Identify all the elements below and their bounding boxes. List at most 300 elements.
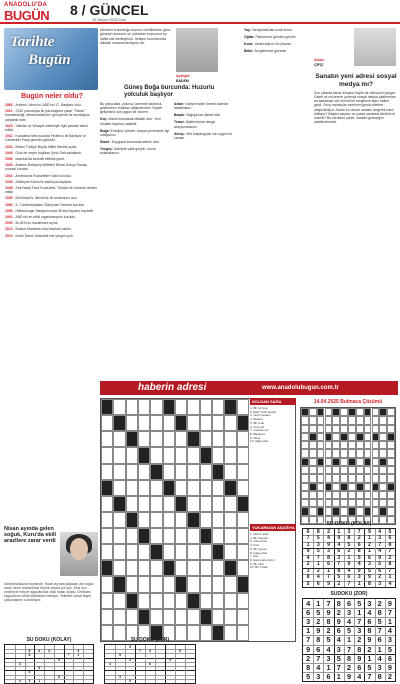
sudoku-cell[interactable]: 2: [326, 626, 331, 636]
crossword-cell[interactable]: [113, 560, 125, 576]
sudoku-cell[interactable]: 4: [367, 608, 372, 618]
crossword-cell[interactable]: [364, 425, 372, 433]
crossword-cell[interactable]: [340, 408, 348, 416]
crossword-cell[interactable]: [387, 458, 395, 466]
crossword-cell[interactable]: [126, 447, 138, 463]
crossword-cell[interactable]: [325, 466, 333, 474]
sudoku-cell[interactable]: 4: [357, 561, 361, 568]
crossword-cell[interactable]: [387, 408, 395, 416]
crossword-cell[interactable]: [372, 416, 380, 424]
crossword-cell[interactable]: [309, 499, 317, 507]
sudoku-cell[interactable]: 5: [129, 678, 131, 683]
sudoku-cell[interactable]: 4: [336, 635, 341, 645]
crossword-cell[interactable]: [325, 458, 333, 466]
crossword-cell[interactable]: [212, 447, 224, 463]
sudoku-cell[interactable]: 6: [306, 529, 310, 535]
crossword-cell[interactable]: [340, 466, 348, 474]
crossword-cell[interactable]: [200, 464, 212, 480]
crossword-cell[interactable]: [126, 560, 138, 576]
crossword-cell[interactable]: [237, 399, 249, 415]
sudoku-cell[interactable]: 2: [129, 657, 131, 662]
sudoku-cell[interactable]: 1: [368, 548, 371, 555]
crossword-cell[interactable]: [332, 499, 340, 507]
crossword-cell[interactable]: [163, 528, 175, 544]
crossword-cell[interactable]: [372, 408, 380, 416]
sudoku-cell[interactable]: 3: [337, 554, 341, 561]
crossword-cell[interactable]: [325, 507, 333, 515]
crossword-cell[interactable]: [387, 491, 395, 499]
crossword-cell[interactable]: [101, 464, 113, 480]
crossword-cell[interactable]: [325, 491, 333, 499]
crossword-cell[interactable]: [113, 544, 125, 560]
sudoku-cell[interactable]: 3: [48, 649, 50, 654]
crossword-cell[interactable]: [113, 447, 125, 463]
sudoku-cell[interactable]: 6: [28, 649, 31, 654]
crossword-cell[interactable]: [309, 425, 317, 433]
sudoku-cell[interactable]: 1: [357, 608, 362, 618]
sudoku-cell[interactable]: 7: [388, 548, 392, 555]
crossword-cell[interactable]: [379, 466, 387, 474]
sudoku-cell[interactable]: 1: [346, 635, 351, 645]
crossword-cell[interactable]: [237, 431, 249, 447]
crossword-cell[interactable]: [332, 433, 340, 441]
crossword-cell[interactable]: [175, 480, 187, 496]
sudoku-cell[interactable]: 3: [357, 574, 361, 581]
sudoku-cell[interactable]: 8: [306, 574, 310, 581]
sudoku-cell[interactable]: 7: [367, 671, 372, 681]
sudoku-cell[interactable]: 5: [367, 662, 372, 672]
crossword-cell[interactable]: [200, 415, 212, 431]
sudoku-cell[interactable]: 7: [357, 617, 362, 627]
crossword-cell[interactable]: [237, 480, 249, 496]
sudoku-cell[interactable]: 4: [378, 529, 382, 535]
sudoku-cell[interactable]: 9: [357, 567, 361, 574]
sudoku-cell[interactable]: 8: [28, 653, 31, 658]
crossword-cell[interactable]: [150, 609, 162, 625]
crossword-cell[interactable]: [187, 609, 199, 625]
crossword-cell[interactable]: [126, 576, 138, 592]
crossword-cell[interactable]: [309, 491, 317, 499]
crossword-cell[interactable]: [212, 609, 224, 625]
crossword-cell[interactable]: [309, 466, 317, 474]
sudoku-cell[interactable]: 7: [378, 541, 382, 548]
sudoku-cell[interactable]: 7: [336, 662, 341, 672]
crossword-cell[interactable]: [113, 528, 125, 544]
sudoku-cell[interactable]: 1: [357, 580, 361, 587]
sudoku-cell[interactable]: 2: [306, 561, 310, 568]
sudoku-cell[interactable]: 7: [337, 561, 341, 568]
sudoku-cell[interactable]: 9: [368, 574, 371, 581]
crossword-cell[interactable]: [126, 609, 138, 625]
sudoku-cell[interactable]: 5: [378, 561, 382, 568]
sudoku-cell[interactable]: 4: [306, 599, 311, 608]
sudoku-cell[interactable]: 6: [357, 541, 361, 548]
crossword-cell[interactable]: [364, 466, 372, 474]
sudoku-cell[interactable]: 5: [347, 541, 351, 548]
sudoku-cell[interactable]: 9: [346, 671, 351, 681]
sudoku-cell[interactable]: 5: [337, 574, 341, 581]
crossword-cell[interactable]: [224, 576, 236, 592]
crossword-cell[interactable]: [224, 609, 236, 625]
crossword-cell[interactable]: [175, 560, 187, 576]
crossword-cell[interactable]: [163, 415, 175, 431]
sudoku-cell[interactable]: 8: [306, 662, 311, 672]
crossword-cell[interactable]: [187, 464, 199, 480]
sudoku-cell[interactable]: 8: [368, 580, 371, 587]
crossword-cell[interactable]: [372, 441, 380, 449]
crossword-cell[interactable]: [372, 491, 380, 499]
sudoku-cell[interactable]: [83, 679, 93, 683]
crossword-cell[interactable]: [340, 441, 348, 449]
sudoku-cell[interactable]: 9: [306, 644, 311, 654]
crossword-cell[interactable]: [309, 507, 317, 515]
sudoku-cell[interactable]: 3: [367, 599, 372, 608]
crossword-cell[interactable]: [187, 399, 199, 415]
sudoku-cell[interactable]: 5: [316, 548, 320, 555]
crossword-cell[interactable]: [237, 447, 249, 463]
crossword-cell[interactable]: [237, 593, 249, 609]
crossword-cell[interactable]: [113, 399, 125, 415]
crossword-cell[interactable]: [340, 474, 348, 482]
sudoku-cell[interactable]: 2: [347, 548, 351, 555]
crossword-cell[interactable]: [101, 415, 113, 431]
sudoku-cell[interactable]: 3: [377, 662, 382, 672]
crossword-cell[interactable]: [325, 408, 333, 416]
sudoku-cell[interactable]: 2: [336, 608, 341, 618]
sudoku-cell[interactable]: [64, 679, 74, 683]
crossword-cell[interactable]: [224, 464, 236, 480]
sudoku-cell[interactable]: 4: [387, 626, 392, 636]
sudoku-cell[interactable]: 4: [326, 644, 331, 654]
sudoku-cell[interactable]: 7: [387, 608, 392, 618]
sudoku-cell[interactable]: 8: [316, 635, 321, 645]
sudoku-cell[interactable]: 7: [346, 644, 351, 654]
sudoku-cell[interactable]: 4: [316, 574, 320, 581]
crossword-cell[interactable]: [163, 593, 175, 609]
crossword-cell[interactable]: [200, 512, 212, 528]
crossword-cell[interactable]: [138, 480, 150, 496]
sudoku-cell[interactable]: 5: [388, 529, 392, 535]
sudoku-cell[interactable]: 5: [346, 626, 351, 636]
sudoku-cell[interactable]: 4: [347, 567, 351, 574]
sudoku-cell[interactable]: 8: [179, 649, 181, 654]
crossword-cell[interactable]: [301, 449, 309, 457]
sudoku-cell[interactable]: 9: [378, 554, 382, 561]
crossword-cell[interactable]: [332, 449, 340, 457]
crossword-cell[interactable]: [379, 433, 387, 441]
sudoku-cell[interactable]: 3: [306, 617, 311, 627]
crossword-cell[interactable]: [237, 544, 249, 560]
crossword-cell[interactable]: [317, 416, 325, 424]
sudoku-cell[interactable]: 6: [346, 599, 351, 608]
crossword-cell[interactable]: [224, 625, 236, 641]
crossword-cell[interactable]: [200, 593, 212, 609]
crossword-cell[interactable]: [200, 576, 212, 592]
sudoku-cell[interactable]: 3: [306, 567, 310, 574]
sudoku-cell[interactable]: 1: [306, 541, 310, 548]
crossword-cell[interactable]: [101, 528, 113, 544]
crossword-cell[interactable]: [317, 449, 325, 457]
crossword-cell[interactable]: [187, 576, 199, 592]
sudoku-cell[interactable]: 2: [387, 671, 392, 681]
crossword-cell[interactable]: [379, 483, 387, 491]
crossword-cell[interactable]: [200, 560, 212, 576]
sudoku-cell[interactable]: 8: [377, 671, 382, 681]
sudoku-cell[interactable]: 4: [388, 580, 392, 587]
crossword-cell[interactable]: [212, 528, 224, 544]
sudoku-cell[interactable]: 9: [326, 608, 331, 618]
crossword-cell[interactable]: [317, 483, 325, 491]
sudoku-cell[interactable]: 4: [316, 662, 321, 672]
crossword-cell[interactable]: [150, 496, 162, 512]
crossword-cell[interactable]: [163, 447, 175, 463]
crossword-cell[interactable]: [348, 433, 356, 441]
crossword-cell[interactable]: [212, 480, 224, 496]
crossword-cell[interactable]: [356, 449, 364, 457]
crossword-cell[interactable]: [113, 512, 125, 528]
sudoku-cell[interactable]: 7: [316, 653, 321, 663]
crossword-cell[interactable]: [138, 399, 150, 415]
crossword-cell[interactable]: [317, 466, 325, 474]
crossword-cell[interactable]: [317, 474, 325, 482]
crossword-cell[interactable]: [348, 499, 356, 507]
sudoku-cell[interactable]: 5: [28, 670, 31, 675]
sudoku-cell[interactable]: 4: [378, 548, 382, 555]
crossword-cell[interactable]: [348, 483, 356, 491]
sudoku-cell[interactable]: 5: [119, 653, 121, 658]
crossword-cell[interactable]: [200, 480, 212, 496]
crossword-cell[interactable]: [150, 399, 162, 415]
sudoku-cell[interactable]: [145, 679, 155, 683]
crossword-cell[interactable]: [175, 593, 187, 609]
crossword-cell[interactable]: [126, 464, 138, 480]
crossword-cell[interactable]: [101, 544, 113, 560]
sudoku-cell[interactable]: 8: [377, 608, 382, 618]
crossword-cell[interactable]: [138, 496, 150, 512]
crossword-cell[interactable]: [332, 474, 340, 482]
sudoku-cell[interactable]: 1: [377, 644, 382, 654]
crossword-cell[interactable]: [212, 431, 224, 447]
crossword-cell[interactable]: [101, 447, 113, 463]
sudoku-cell[interactable]: 9: [306, 548, 310, 555]
crossword-cell[interactable]: [356, 458, 364, 466]
crossword-cell[interactable]: [138, 576, 150, 592]
crossword-cell[interactable]: [387, 474, 395, 482]
crossword-cell[interactable]: [379, 499, 387, 507]
sudoku-cell[interactable]: 7: [327, 574, 330, 581]
crossword-cell[interactable]: [325, 449, 333, 457]
crossword-cell[interactable]: [138, 512, 150, 528]
sudoku-cell[interactable]: 6: [367, 617, 372, 627]
crossword-cell[interactable]: [309, 441, 317, 449]
crossword-cell[interactable]: [138, 593, 150, 609]
sudoku-cell[interactable]: 5: [77, 649, 80, 654]
sudoku-cell[interactable]: 9: [129, 645, 131, 649]
crossword-cell[interactable]: [200, 399, 212, 415]
crossword-cell[interactable]: [364, 474, 372, 482]
crossword-cell[interactable]: [356, 416, 364, 424]
crossword-cell[interactable]: [332, 441, 340, 449]
sudoku-cell[interactable]: 2: [377, 599, 382, 608]
sudoku-cell[interactable]: [73, 679, 83, 683]
crossword-cell[interactable]: [101, 431, 113, 447]
sudoku-cell[interactable]: 2: [337, 580, 341, 587]
crossword-cell[interactable]: [332, 483, 340, 491]
crossword-cell[interactable]: [163, 609, 175, 625]
sudoku-cell[interactable]: 3: [378, 535, 382, 542]
crossword-cell[interactable]: [348, 441, 356, 449]
crossword-cell[interactable]: [348, 466, 356, 474]
sudoku-cell[interactable]: 3: [149, 649, 151, 654]
sudoku-cell[interactable]: 2: [316, 617, 321, 627]
sudoku-cell[interactable]: 8: [346, 653, 351, 663]
sudoku-cell[interactable]: 9: [327, 580, 330, 587]
sudoku-cell[interactable]: 6: [378, 567, 382, 574]
crossword-cell[interactable]: [113, 593, 125, 609]
crossword-cell[interactable]: [175, 447, 187, 463]
sudoku-cell[interactable]: 3: [57, 657, 60, 662]
sudoku-cell[interactable]: 6: [316, 644, 321, 654]
sudoku-cell[interactable]: 2: [316, 567, 320, 574]
sudoku-cell[interactable]: 7: [347, 580, 351, 587]
sudoku-cell[interactable]: 6: [327, 561, 330, 568]
sudoku-cell[interactable]: 8: [326, 617, 331, 627]
sudoku-cell[interactable]: 3: [378, 580, 382, 587]
crossword-cell[interactable]: [309, 474, 317, 482]
crossword-cell[interactable]: [126, 415, 138, 431]
sudoku-cell[interactable]: 8: [357, 644, 362, 654]
crossword-cell[interactable]: [237, 464, 249, 480]
crossword-cell[interactable]: [150, 576, 162, 592]
crossword-cell[interactable]: [301, 491, 309, 499]
sudoku-cell[interactable]: 5: [368, 567, 371, 574]
crossword-cell[interactable]: [163, 544, 175, 560]
crossword-cell[interactable]: [212, 399, 224, 415]
sudoku-cell[interactable]: 1: [77, 653, 80, 658]
crossword-cell[interactable]: [309, 458, 317, 466]
sudoku-cell[interactable]: 5: [326, 635, 331, 645]
crossword-cell[interactable]: [212, 496, 224, 512]
crossword-cell[interactable]: [187, 528, 199, 544]
crossword-cell[interactable]: [332, 425, 340, 433]
sudoku-cell[interactable]: 6: [336, 626, 341, 636]
sudoku-cell[interactable]: 1: [368, 535, 371, 542]
sudoku-cell[interactable]: 5: [316, 608, 321, 618]
crossword-cell[interactable]: [150, 415, 162, 431]
sudoku-cell[interactable]: 3: [169, 657, 171, 662]
sudoku-cell[interactable]: 9: [387, 599, 392, 608]
crossword-cell[interactable]: [101, 609, 113, 625]
crossword-cell[interactable]: [101, 576, 113, 592]
crossword-cell[interactable]: [356, 491, 364, 499]
sudoku-cell[interactable]: 1: [336, 671, 341, 681]
crossword-cell[interactable]: [138, 560, 150, 576]
sudoku-cell[interactable]: 3: [316, 541, 320, 548]
crossword-cell[interactable]: [224, 447, 236, 463]
sudoku-cell[interactable]: 1: [388, 574, 392, 581]
sudoku-cell[interactable]: 9: [357, 653, 362, 663]
crossword-cell[interactable]: [356, 425, 364, 433]
crossword-cell[interactable]: [175, 512, 187, 528]
crossword-cell[interactable]: [348, 416, 356, 424]
sudoku-cell[interactable]: 5: [38, 666, 41, 671]
sudoku-cell[interactable]: 8: [388, 561, 392, 568]
sudoku-cell[interactable]: 8: [367, 626, 372, 636]
sudoku-cell[interactable]: 5: [377, 617, 382, 627]
crossword-cell[interactable]: [150, 593, 162, 609]
sudoku-cell[interactable]: 7: [388, 567, 392, 574]
sudoku-cell[interactable]: 9: [336, 617, 341, 627]
crossword-cell[interactable]: [356, 441, 364, 449]
sudoku-cell[interactable]: 6: [306, 608, 311, 618]
sudoku-cell[interactable]: [135, 679, 145, 683]
crossword-cell[interactable]: [340, 425, 348, 433]
sudoku-cell[interactable]: 8: [337, 567, 341, 574]
sudoku-cell[interactable]: 6: [388, 535, 392, 542]
crossword-cell[interactable]: [372, 499, 380, 507]
crossword-cell[interactable]: [301, 433, 309, 441]
sudoku-cell[interactable]: 2: [388, 554, 392, 561]
sudoku-cell[interactable]: 3: [368, 561, 371, 568]
sudoku-cell[interactable]: 3: [347, 529, 351, 535]
crossword-cell[interactable]: [237, 560, 249, 576]
sudoku-cell[interactable]: 5: [316, 535, 320, 542]
crossword-cell[interactable]: [387, 425, 395, 433]
sudoku-cell[interactable]: 2: [368, 541, 371, 548]
crossword-cell[interactable]: [113, 464, 125, 480]
sudoku-cell[interactable]: [54, 679, 64, 683]
crossword-cell[interactable]: [224, 528, 236, 544]
crossword-cell[interactable]: [200, 496, 212, 512]
crossword-cell[interactable]: [340, 499, 348, 507]
sudoku-cell[interactable]: 5: [357, 554, 361, 561]
crossword-cell[interactable]: [325, 499, 333, 507]
sudoku-cell[interactable]: 4: [357, 671, 362, 681]
sudoku-cell[interactable]: 6: [377, 635, 382, 645]
sudoku-cell[interactable]: 3: [326, 653, 331, 663]
crossword-cell[interactable]: [340, 507, 348, 515]
crossword-cell[interactable]: [126, 480, 138, 496]
sudoku-cell[interactable]: 7: [67, 653, 70, 658]
sudoku-cell[interactable]: 5: [336, 653, 341, 663]
crossword-cell[interactable]: [200, 544, 212, 560]
crossword-cell[interactable]: [101, 496, 113, 512]
crossword-cell[interactable]: [340, 449, 348, 457]
crossword-cell[interactable]: [212, 593, 224, 609]
crossword-cell[interactable]: [150, 528, 162, 544]
crossword-cell[interactable]: [379, 449, 387, 457]
crossword-cell[interactable]: [126, 496, 138, 512]
sudoku-cell[interactable]: 5: [357, 599, 362, 608]
sudoku-cell[interactable]: [105, 679, 115, 683]
sudoku-cell[interactable]: 3: [387, 635, 392, 645]
crossword-cell[interactable]: [301, 499, 309, 507]
crossword-cell[interactable]: [309, 408, 317, 416]
crossword-cell[interactable]: [364, 416, 372, 424]
crossword-cell[interactable]: [372, 474, 380, 482]
crossword-cell[interactable]: [163, 496, 175, 512]
sudoku-cell[interactable]: 1: [337, 529, 341, 535]
crossword-cell[interactable]: [150, 480, 162, 496]
crossword-cell[interactable]: [332, 491, 340, 499]
crossword-cell[interactable]: [212, 576, 224, 592]
crossword-cell[interactable]: [237, 512, 249, 528]
sudoku-cell[interactable]: 9: [387, 662, 392, 672]
sudoku-cell[interactable]: [115, 679, 125, 683]
sudoku-cell[interactable]: 9: [347, 561, 351, 568]
sudoku-cell[interactable]: 4: [18, 678, 21, 683]
crossword-cell[interactable]: [175, 399, 187, 415]
